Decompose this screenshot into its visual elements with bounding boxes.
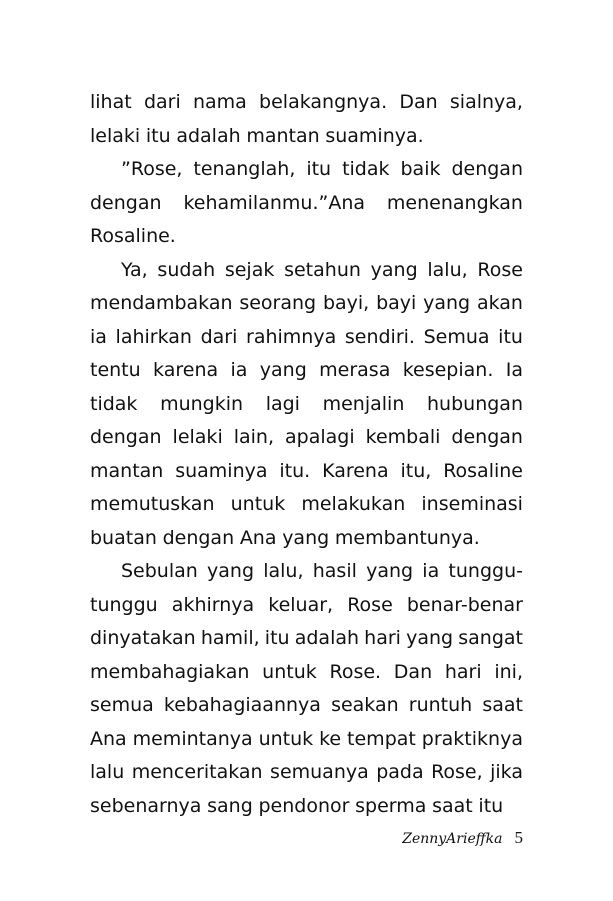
body-text: [90, 86, 523, 823]
text-line: dengan kehamilanmu.”Ana menenangkan: [90, 191, 523, 214]
author-name: ZennyArieffka: [402, 831, 503, 847]
text-line: memutuskan untuk melakukan inseminasi: [90, 493, 523, 515]
text-line: Ya, sudah sejak setahun yang lalu, Rose: [121, 258, 523, 281]
text-line: lalu menceritakan semuanya pada Rose, jika: [90, 761, 523, 783]
text-line: Ana memintanya untuk ke tempat praktiknya: [90, 727, 523, 750]
text-line: tentu karena ia yang merasa kesepian. Ia: [90, 359, 523, 381]
text-line: lelaki itu adalah mantan suaminya.: [90, 124, 424, 147]
text-line: membahagiakan untuk Rose. Dan hari ini,: [90, 660, 523, 683]
paragraph: [90, 254, 523, 556]
text-line: ”Rose, tenanglah, itu tidak baik dengan: [121, 158, 523, 180]
text-line: ia lahirkan dari rahimnya sendiri. Semua itu: [90, 325, 523, 348]
page-number: 5: [514, 828, 523, 847]
text-line: tunggu akhirnya keluar, Rose benar-benar: [90, 593, 523, 616]
text-line: Sebulan yang lalu, hasil yang ia tunggu-: [121, 560, 523, 582]
text-line: semua kebahagiaannya seakan runtuh saat: [90, 694, 523, 716]
page-footer: [402, 828, 523, 848]
text-line: tidak mungkin lagi menjalin hubungan: [90, 392, 523, 415]
text-line: Rosaline.: [90, 225, 176, 247]
text-line: mantan suaminya itu. Karena itu, Rosaline: [90, 459, 523, 482]
text-line: mendambakan seorang bayi, bayi yang akan: [90, 292, 523, 314]
text-line: dengan lelaki lain, apalagi kembali dengan: [90, 426, 523, 448]
paragraph: [90, 153, 523, 254]
paragraph: [90, 555, 523, 823]
text-line: buatan dengan Ana yang membantunya.: [90, 526, 480, 549]
paragraph: [90, 86, 523, 153]
text-line: sebenarnya sang pendonor sperma saat itu: [90, 794, 504, 817]
text-line: dinyatakan hamil, itu adalah hari yang sangat: [90, 627, 523, 649]
text-line: lihat dari nama belakangnya. Dan sialnya,: [90, 91, 523, 113]
